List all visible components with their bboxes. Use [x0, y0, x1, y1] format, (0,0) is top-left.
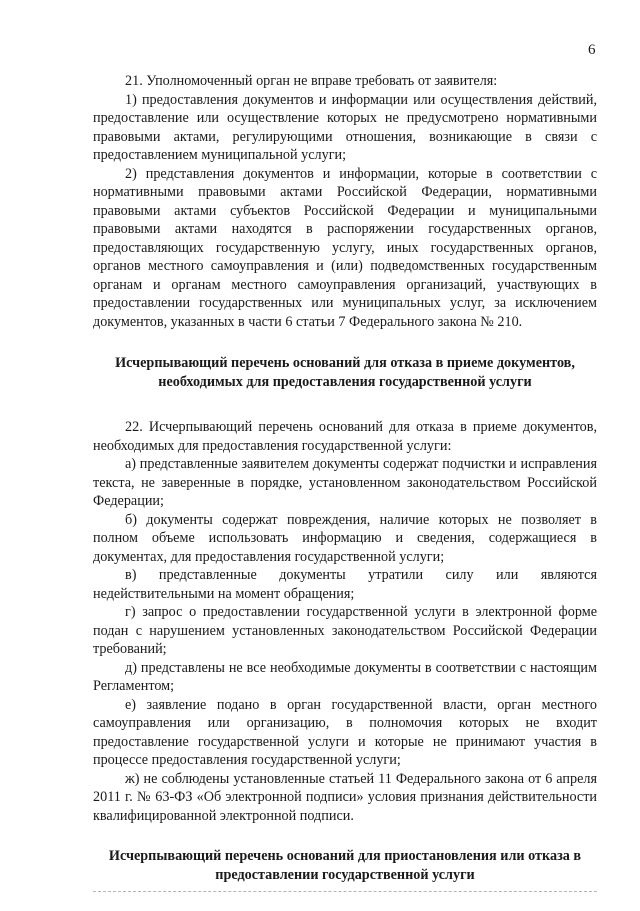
- document-body: [93, 72, 597, 911]
- paragraph-22-item-g: г) запрос о предоставлении государственной услуги в электронной форме подан с нарушением установленных законодательством Российской Федерации требований;: [93, 604, 597, 657]
- section-heading-refusal-acceptance: Исчерпывающий перечень оснований для отказа в приеме документов, необходимых для предоставления государственной услуги: [115, 355, 575, 390]
- paragraph-22-item-a: а) представленные заявителем документы содержат подчистки и исправления текста, не заверенные в порядке, установленном законодательством Российской Федерации;: [93, 456, 597, 509]
- paragraph-22-item-e: е) заявление подано в орган государственной власти, орган местного самоуправления или организацию, в полномочия которых не входит предоставление государственной услуги и которые не принимают участия в процессе предоставления государственной услуги;: [93, 696, 597, 768]
- paragraph-21-item-1: 1) предоставления документов и информации или осуществления действий, предоставление или осуществление которых не предусмотрено нормативными правовыми актами, регулирующими отношения, возникающие в связи с предоставлением муниципальной услуги;: [93, 91, 597, 163]
- paragraph-22-item-b: б) документы содержат повреждения, наличие которых не позволяет в полном объеме использовать информацию и сведения, содержащиеся в документах, для предоставления государственной услуги;: [93, 511, 597, 565]
- page-bottom-divider: [93, 891, 597, 892]
- paragraph-22-item-d: д) представлены не все необходимые документы в соответствии с настоящим Регламентом;: [93, 659, 597, 694]
- section-heading-suspension-refusal: Исчерпывающий перечень оснований для приостановления или отказа в предоставлении государственной услуги: [108, 848, 582, 883]
- paragraph-21: 21. Уполномоченный орган не вправе требовать от заявителя:: [125, 73, 498, 89]
- paragraph-21-item-2: 2) представления документов и информации, которые в соответствии с нормативными правовыми актами Российской Федерации, нормативными правовыми актами субъектов Российской Федерации и муниципальными правовыми актами находятся в распоряжении государственных органов, предоставляющих государственную услугу, иных государственных органов, органов местного самоуправления и (или) подведомственных государственным органам и органам местного самоуправления организаций, участвующих в предоставлении государственных или муниципальных услуг, за исключением документов, указанных в части 6 статьи 7 Федерального закона № 210.: [93, 165, 597, 330]
- page-number: 6: [588, 42, 596, 58]
- paragraph-22: 22. Исчерпывающий перечень оснований для отказа в приеме документов, необходимых для предоставления государственной услуги:: [93, 419, 597, 454]
- paragraph-22-item-zh: ж) не соблюдены установленные статьей 11 Федерального закона от 6 апреля 2011 г. № 63-ФЗ «Об электронной подписи» условия признания действительности квалифицированной электронной подписи.: [93, 770, 597, 824]
- paragraph-22-item-v: в) представленные документы утратили силу или являются недействительными на момент обращения;: [93, 567, 597, 602]
